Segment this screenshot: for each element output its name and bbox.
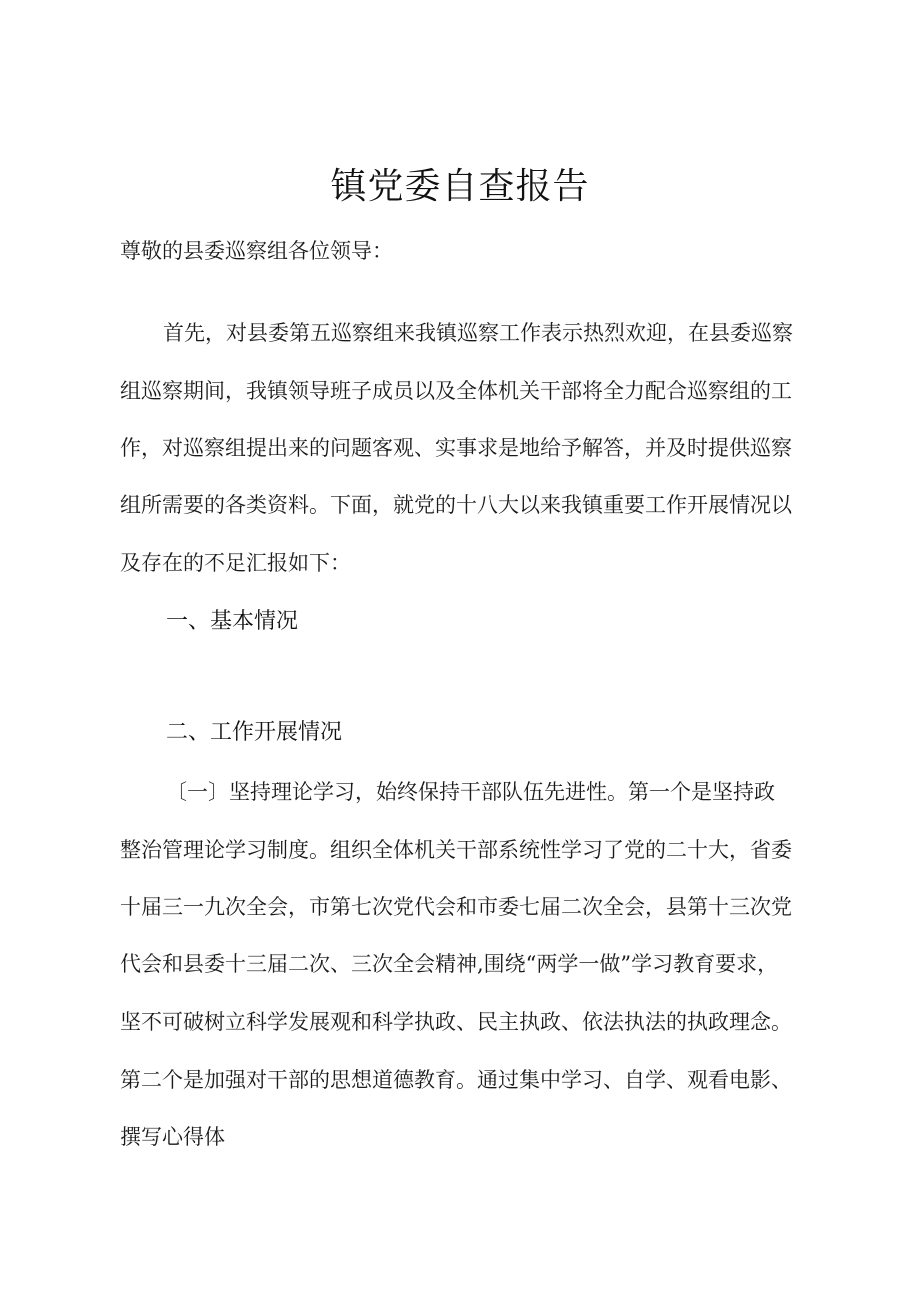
document-title: 镇党委自查报告 [330, 166, 590, 207]
intro-line: 作，对巡察组提出来的问题客观、实事求是地给予解答，并及时提供巡察 [120, 436, 792, 460]
body-line: 代会和县委十三届二次、三次全会精神,围绕“两学一做”学习教育要求， [120, 952, 779, 976]
intro-line: 及存在的不足汇报如下： [120, 551, 351, 575]
salutation: 尊敬的县委巡察组各位领导： [120, 239, 393, 263]
body-line: 〔一〕坚持理论学习，始终保持干部队伍先进性。第一个是坚持政 [166, 780, 775, 804]
body-line: 整治管理论学习制度。组织全体机关干部系统性学习了党的二十大，省委 [120, 838, 792, 862]
body-line: 坚不可破树立科学发展观和科学执政、民主执政、依法执法的执政理念。 [120, 1010, 792, 1034]
intro-line: 组所需要的各类资料。下面，就党的十八大以来我镇重要工作开展情况以 [120, 493, 792, 517]
body-line: 撰写心得体 [120, 1125, 225, 1149]
section-heading-work: 二、工作开展情况 [166, 720, 343, 745]
intro-line: 首先，对县委第五巡察组来我镇巡察工作表示热烈欢迎，在县委巡察 [163, 321, 793, 345]
section-heading-basic: 一、基本情况 [166, 609, 299, 634]
intro-line: 组巡察期间，我镇领导班子成员以及全体机关干部将全力配合巡察组的工 [120, 379, 792, 403]
body-line: 十届三一九次全会，市第七次党代会和市委七届二次全会，县第十三次党 [120, 895, 792, 919]
body-line: 第二个是加强对干部的思想道德教育。通过集中学习、自学、观看电影、 [120, 1068, 792, 1092]
